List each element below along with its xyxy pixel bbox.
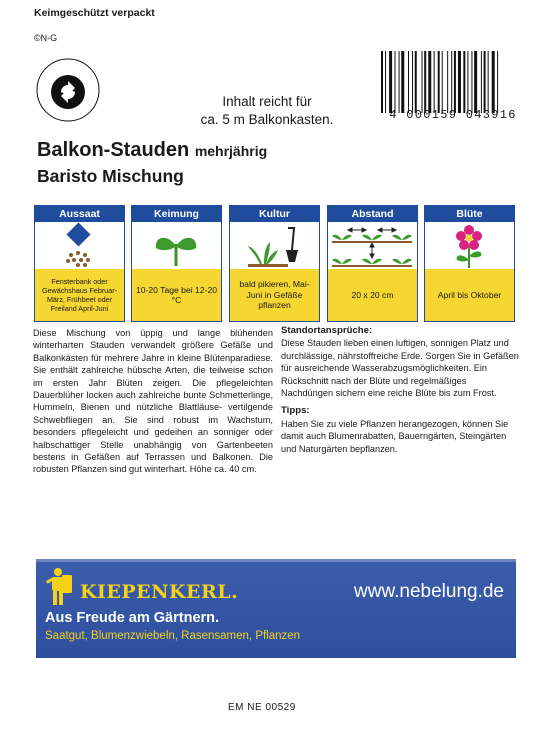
- card-text: April bis Oktober: [425, 269, 514, 321]
- germ-protection-note: Keimgeschützt verpackt: [34, 7, 155, 19]
- description-text: Diese Mischung von üppig und lange blühenden winterharten Stauden verwandelt größere Gefäße und Balkonkästen für mehrere Jahre in kleine Blütenparadiese. Sie enthält zahlreiche hübsche Arten, die teilweise schon im ersten Jahr Blüten zeigen. Die pflegeleichten Dauerblüher locken auch zahlreiche bunte Schmetterlinge, Hummeln, Bienen und nützliche Blattläuse- vertilgende Schwebfliegen an. Sie sind robust im Wachstum, besonders pflegeleicht und gedeihen an sonniger oder halbschattiger Stelle unabhängig von Gartenbeeten bestens in Gefäßen auf Terrassen und Balkonen. Die robusten Pflanzen sind gut winterhart. Höhe ca. 40 cm.: [33, 328, 273, 475]
- brand-banner: [36, 559, 516, 658]
- card-sowing: [35, 206, 124, 321]
- card-header: Blüte: [425, 206, 514, 222]
- card-spacing: [328, 206, 417, 321]
- sprout-icon: [132, 222, 221, 269]
- card-text: Fensterbank oder Gewächshaus Februar-März, Frühbeet oder Freiland April-Juni: [35, 269, 124, 321]
- article-code: EM NE 00529: [228, 702, 296, 713]
- card-culture: [230, 206, 319, 321]
- card-header: Aussaat: [35, 206, 124, 222]
- website-link[interactable]: www.nebelung.de: [354, 581, 504, 602]
- tips-text: Haben Sie zu viele Pflanzen herangezogen, können Sie damit auch Blumenrabatten, Bauerngärten, Steingärten und Naturgärten bepflanzen.: [281, 418, 509, 454]
- product-title-suffix: mehrjährig: [194, 143, 268, 159]
- brand-slogan: Aus Freude am Gärtnern.: [45, 610, 220, 626]
- content-line-1: Inhalt reicht für: [222, 94, 312, 109]
- location-text: Diese Stauden lieben einen luftigen, sonnigen Platz und durchlässige, nährstoffreiche Erde. Sorgen Sie in Gefäßen für ausreichende Wasserabzugsmöglichkeiten. Ein Rückschnitt nach der Blüte und regelmäßiges Nachdüngen sichern eine reiche Blüte bis zum Frost.: [281, 338, 519, 399]
- card-header: Abstand: [328, 206, 417, 222]
- card-text: 10-20 Tage bei 12-20 °C: [132, 269, 221, 321]
- kiepenkerl-figure-icon: [42, 565, 76, 609]
- spacing-plants-icon: [328, 222, 417, 269]
- shovel-plant-icon: [230, 222, 319, 269]
- card-bloom: [425, 206, 514, 321]
- green-dot-logo-icon: [36, 58, 100, 122]
- barcode-number: 4 000159 043916: [389, 108, 517, 122]
- location-heading: Standortansprüche:: [281, 325, 373, 336]
- origin-mark: ©N-G: [34, 33, 58, 43]
- card-germination: [132, 206, 221, 321]
- product-range: Saatgut, Blumenzwiebeln, Rasensamen, Pflanzen: [45, 630, 301, 642]
- flower-icon: [425, 222, 514, 269]
- card-header: Keimung: [132, 206, 221, 222]
- product-title-main: Balkon-Stauden: [37, 139, 190, 161]
- content-note: [182, 93, 352, 129]
- brand-name: KIEPENKERL.: [80, 581, 239, 603]
- tips-heading: Tipps:: [281, 405, 310, 417]
- product-variety: Baristo Mischung: [37, 166, 184, 186]
- card-header: Kultur: [230, 206, 319, 222]
- product-title: [37, 139, 267, 162]
- seed-packet-icon: [35, 222, 124, 269]
- content-line-2: ca. 5 m Balkonkasten.: [200, 112, 334, 127]
- card-text: 20 x 20 cm: [328, 269, 417, 321]
- care-info: [281, 325, 519, 461]
- card-text: bald pikieren, Mai-Juni in Gefäße pflanzen: [230, 269, 319, 321]
